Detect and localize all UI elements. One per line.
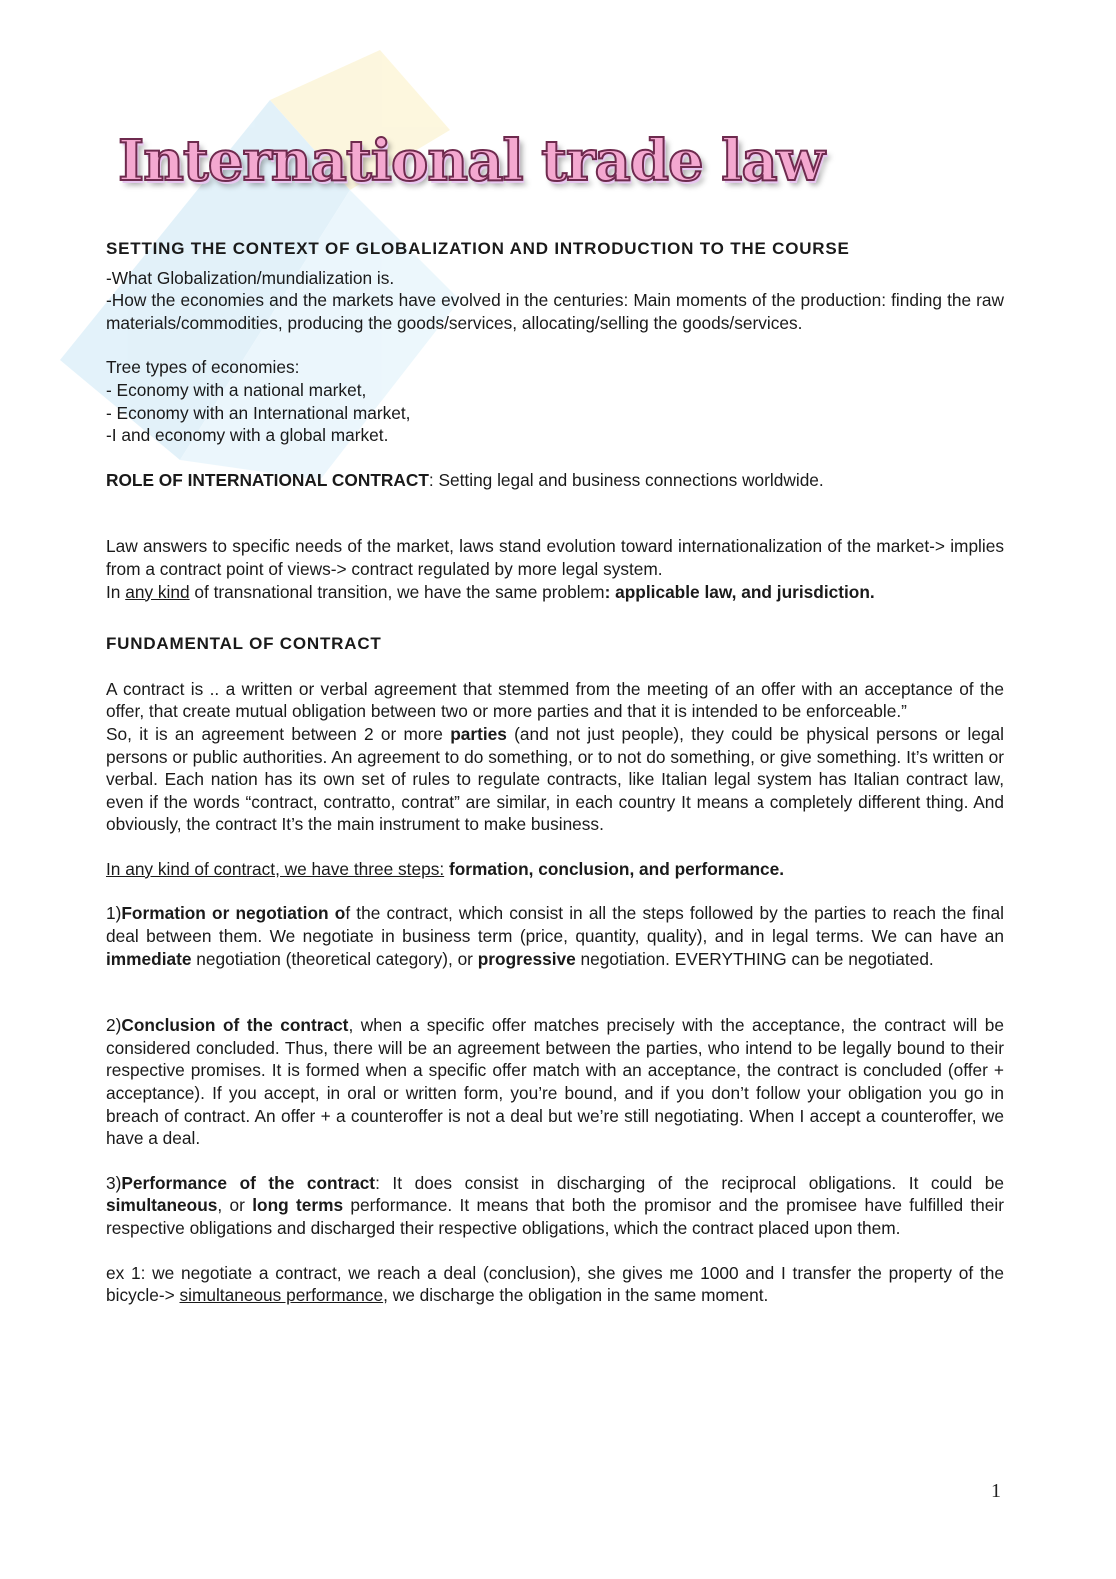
paragraph: A contract is .. a written or verbal agreement that stemmed from the meeting of an offer with an acceptance of the offer, that create mutual obligation between two or more parties and that it is intended to be enforceable.”	[106, 678, 1004, 722]
paragraph: 3)Performance of the contract: It does consist in discharging of the reciprocal obligations. It could be simultaneous, or long terms performance. It means that both the promisor and the promisee have fulfilled their respective obligations and discharged their respective obligations, which the contract placed upon them.	[106, 1172, 1004, 1238]
list-item: -I and economy with a global market.	[106, 425, 389, 446]
paragraph: In any kind of transnational transition, we have the same problem: applicable law, and jurisdiction.	[106, 581, 875, 602]
page-title: International trade law	[118, 128, 824, 194]
page-number: 1	[991, 1480, 1001, 1502]
list-item: - Economy with a national market,	[106, 379, 367, 400]
paragraph: ex 1: we negotiate a contract, we reach a deal (conclusion), she gives me 1000 and I transfer the property of the bicycle-> simultaneous performance, we discharge the obligation in the same moment.	[106, 1262, 1004, 1306]
section-heading-globalization: SETTING THE CONTEXT OF GLOBALIZATION AND INTRODUCTION TO THE COURSE	[106, 239, 850, 258]
document-body	[106, 238, 1004, 1307]
paragraph: Tree types of economies:	[106, 357, 300, 378]
paragraph: So, it is an agreement between 2 or more parties (and not just people), they could be physical persons or legal persons or public authorities. An agreement to do something, or to not do something, or give something. It’s written or verbal. Each nation has its own set of rules to regulate contracts, like Italian legal system has Italian contract law, even if the words “contract, contratto, contrat” are similar, in each country It means a completely different thing. And obviously, the contract It’s the main instrument to make business.	[106, 723, 1005, 835]
paragraph: -How the economies and the markets have evolved in the centuries: Main moments of the production: finding the raw materials/commodities, producing the goods/services, allocating/selling the goods/services.	[106, 290, 1004, 333]
paragraph: Law answers to specific needs of the market, laws stand evolution toward internationalization of the market-> implies from a contract point of views-> contract regulated by more legal system.	[106, 536, 1004, 579]
paragraph: In any kind of contract, we have three steps: formation, conclusion, and performance.	[106, 858, 785, 879]
list-item: - Economy with an International market,	[106, 402, 411, 423]
paragraph: 2)Conclusion of the contract, when a specific offer matches precisely with the acceptance, the contract will be considered concluded. Thus, there will be an agreement between the parties, who intend to be legally bound to their respective promises. It is formed when a specific offer match with an acceptance, the contract is concluded (offer + acceptance). If you accept, in oral or written form, you’re bound, and if you don’t follow your obligation you go in breach of contract. An offer + a counteroffer is not a deal but we’re still negotiating. When I accept a counteroffer, we have a deal.	[106, 1015, 1004, 1149]
paragraph: -What Globalization/mundialization is.	[106, 267, 395, 288]
role-label: ROLE OF INTERNATIONAL CONTRACT	[106, 469, 429, 490]
paragraph: 1)Formation or negotiation of the contract, which consist in all the steps followed by the parties to reach the final deal between them. We negotiate in business term (price, quantity, quality), and in legal terms. We can have an immediate negotiation (theoretical category), or progressive negotiation. EVERYTHING can be negotiated.	[106, 903, 1004, 969]
paragraph: ROLE OF INTERNATIONAL CONTRACT: Setting legal and business connections worldwide.	[106, 469, 824, 490]
section-heading-contract: FUNDAMENTAL OF CONTRACT	[106, 634, 382, 654]
